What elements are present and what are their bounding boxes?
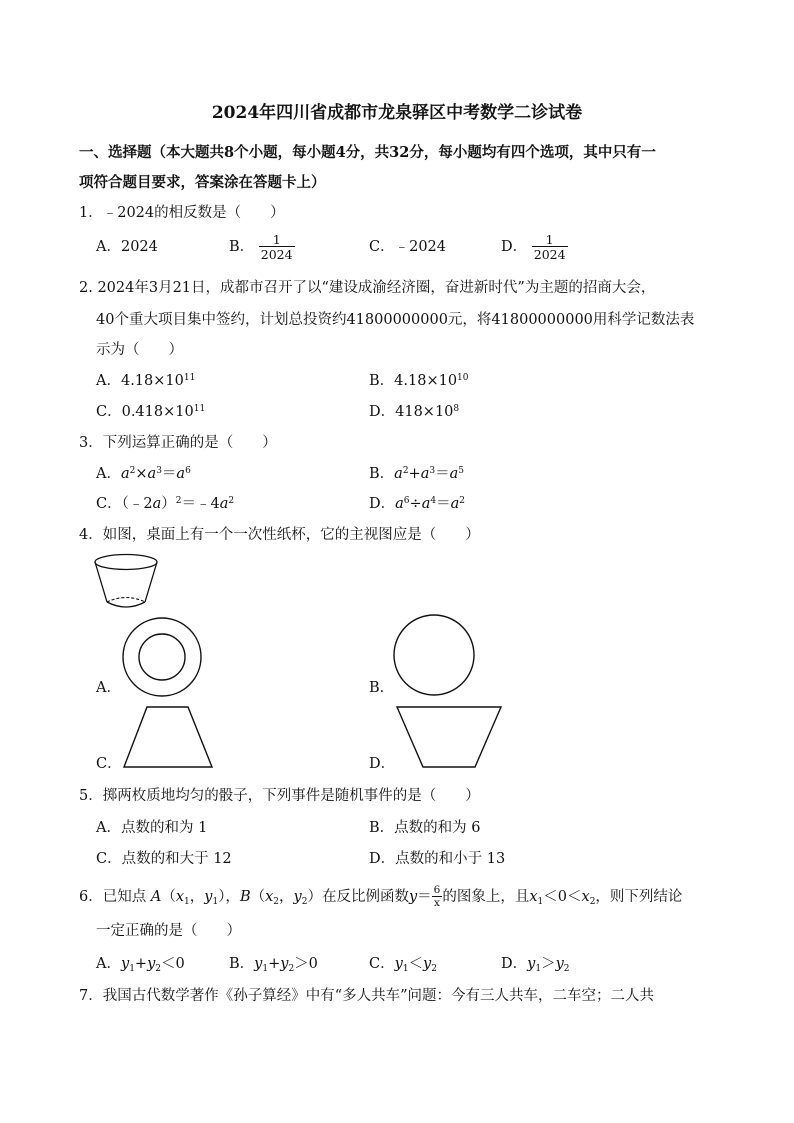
q2-option-d-exponent: 8 <box>453 404 460 414</box>
circle-figure <box>392 613 476 697</box>
q1-option-a: A．2024 <box>96 239 158 255</box>
q6-stem-prefix: 6．已知点 <box>79 889 147 906</box>
concentric-circles-figure <box>121 616 203 698</box>
q4-option-c-label: C． <box>96 756 122 772</box>
q1-option-d-fraction <box>532 233 568 261</box>
q7-line1: 7．我国古代数学著作《孙子算经》中有“多人共车”问题：今有三人共车，二车空；二人共 <box>79 988 655 1004</box>
q5-option-a: A．点数的和为 1 <box>96 820 208 836</box>
q1-option-b-fraction <box>259 233 295 261</box>
q2-option-c-exponent: 11 <box>193 404 206 414</box>
q6-stem-line2: 一定正确的是（ ） <box>96 923 241 939</box>
q2-line3: 示为（ ） <box>96 342 183 358</box>
q1-option-d <box>501 233 568 261</box>
q2-option-a <box>96 374 195 389</box>
q6-option-a: A．$y_1+y_2<0$ <box>96 956 185 974</box>
q6-option-b: B．$y_1+y_2>0$ <box>229 956 318 974</box>
trapezoid-wide-bottom-figure <box>122 705 214 769</box>
q5-option-c: C．点数的和大于 12 <box>96 851 232 867</box>
q3-option-c-label: C． <box>96 496 122 512</box>
q2-option-c-base: C．0.418×10 <box>96 404 194 420</box>
q6-option-d: D．$y_1>y_2$ <box>501 956 570 974</box>
q3-option-a: A．$a^2\times a^3=a^6$ <box>96 466 191 482</box>
q2-line2: 40个重大项目集中签约，计划总投资约41800000000元，将41800000000用科学记数法表 <box>96 312 695 328</box>
section-header-line2: 项符合题目要求，答案涂在答题卡上） <box>79 174 326 191</box>
q1-option-d-label: D． <box>501 239 528 256</box>
q2-option-b-base: B．4.18×10 <box>369 373 458 389</box>
q2-option-c <box>96 405 205 420</box>
q2-option-a-exponent: 11 <box>183 373 196 383</box>
q2-option-b <box>369 374 469 389</box>
section-header-line1: 一、选择题（本大题共8个小题，每小题4分，共32分，每小题均有四个选项，其中只有一 <box>79 144 656 161</box>
q6-fraction-denominator: x <box>432 896 443 909</box>
q2-option-d-base: D．418×10 <box>369 404 454 420</box>
q1-option-b-denominator: 2024 <box>260 247 293 263</box>
q6-stem-mid: 在反比例函数 <box>321 889 409 906</box>
q6-stem-suffix: 的图象上，且 <box>442 889 530 906</box>
q6-option-a-label: A． <box>96 956 121 972</box>
q6-stem-line1: 6．已知点 $A(x_1$，$y_1$），$B(x_2$，$y_2$）在反比例函数y＝ $\frac{6}{x}$ 的图象上，且$x_1<0<x_2$，则下列结论 <box>79 884 683 910</box>
q1-stem: 1．﹣2024的相反数是（ ） <box>79 205 285 221</box>
q3-option-d-label: D． <box>369 496 396 512</box>
q6-option-b-label: B． <box>229 956 255 972</box>
page-title: 2024年四川省成都市龙泉驿区中考数学二诊试卷 <box>211 103 583 123</box>
q6-option-c: C．$y_1<y_2$ <box>369 956 437 974</box>
q6-fraction-numerator: 6 <box>433 884 441 896</box>
q3-option-a-label: A． <box>96 466 121 482</box>
q1-option-c: C．﹣2024 <box>369 239 446 255</box>
q3-option-c: C．$(﹣2a)^2=﹣4a^2$ <box>96 496 235 512</box>
q5-option-d: D．点数的和小于 13 <box>369 851 506 867</box>
q4-option-d-label: D． <box>369 756 396 772</box>
q4-option-a-label: A． <box>96 680 121 696</box>
q6-stem-end: ，则下列结论 <box>595 889 683 906</box>
q3-stem: 3．下列运算正确的是（ ） <box>79 435 277 451</box>
q6-option-c-label: C． <box>369 956 395 972</box>
q6-function-fraction <box>432 885 443 909</box>
q5-option-b: B．点数的和为 6 <box>369 820 481 836</box>
q3-option-d: D．$a^6\div a^4=a^2$ <box>369 496 465 512</box>
q2-option-b-exponent: 10 <box>457 373 469 383</box>
q6-option-d-label: D． <box>501 956 528 972</box>
q1-option-b <box>229 233 295 261</box>
q3-option-b: B．$a^2+a^3=a^5$ <box>369 466 464 482</box>
q2-option-d <box>369 405 459 420</box>
paper-cup-figure <box>90 552 162 614</box>
q5-stem: 5．掷两枚质地均匀的骰子，下列事件是随机事件的是（ ） <box>79 788 480 804</box>
q1-option-d-numerator: 1 <box>545 232 554 247</box>
q4-stem: 4．如图，桌面上有一个一次性纸杯，它的主视图应是（ ） <box>79 527 480 543</box>
q1-option-d-denominator: 2024 <box>533 247 566 263</box>
q1-option-b-numerator: 1 <box>272 232 281 247</box>
q4-option-b-label: B． <box>369 680 395 696</box>
q1-option-b-label: B． <box>229 239 255 256</box>
trapezoid-wide-top-figure <box>395 705 503 769</box>
q3-option-b-label: B． <box>369 466 395 482</box>
q2-option-a-base: A．4.18×10 <box>96 373 184 389</box>
q2-line1: 2. 2024年3月21日，成都市召开了以“建设成渝经济圈，奋进新时代”为主题的招商大会， <box>79 280 656 296</box>
